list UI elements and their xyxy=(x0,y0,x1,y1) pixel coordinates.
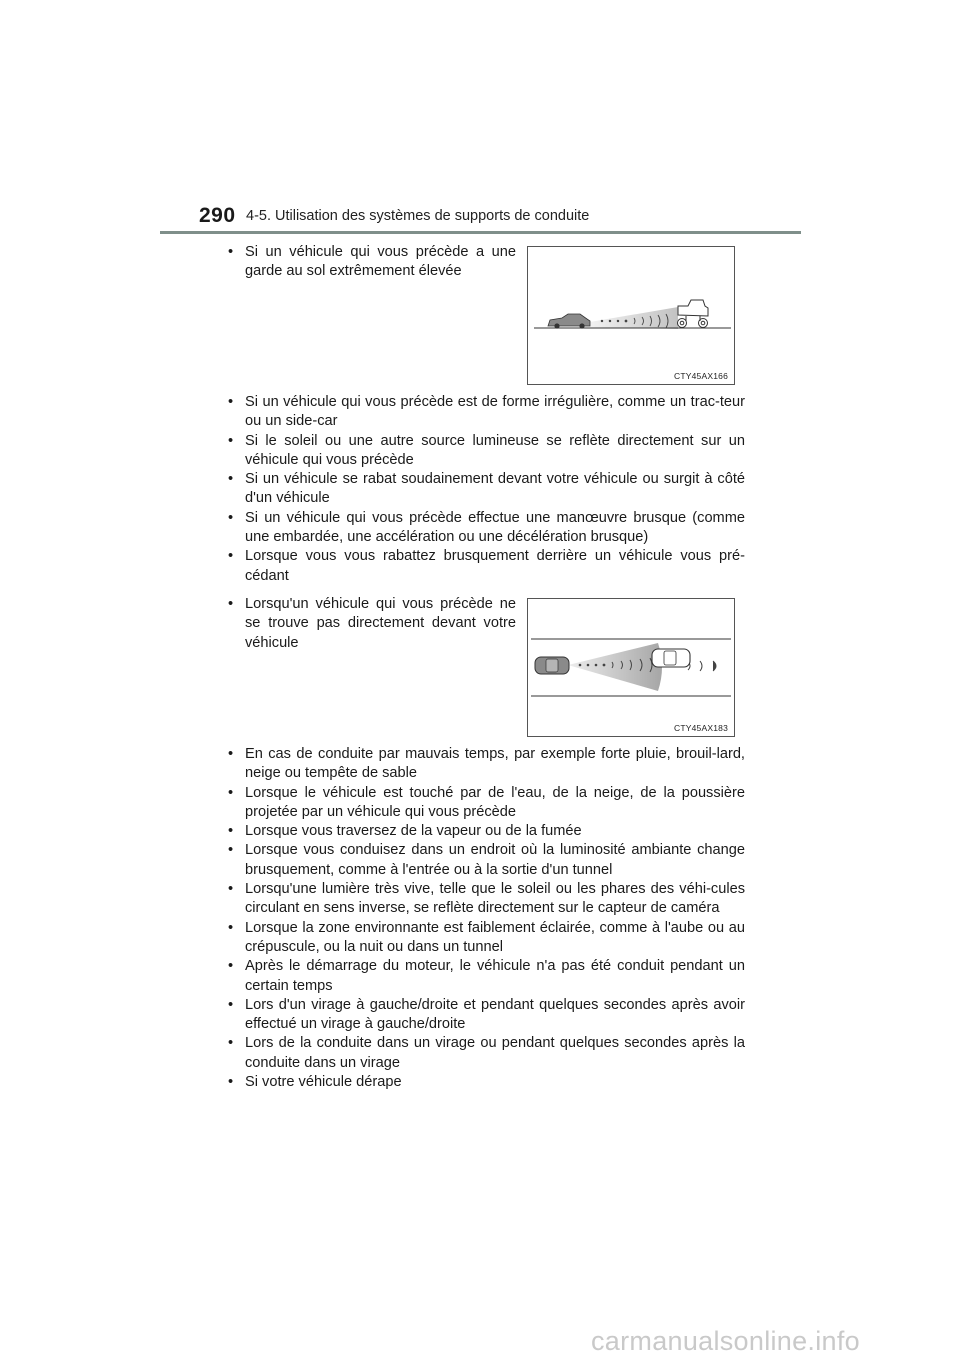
bullet-symbol: • xyxy=(228,919,234,936)
list-item-text: Lors d'un virage à gauche/droite et pendant quelques secondes après avoir effectué un virage à gauche/droite xyxy=(245,996,745,1033)
list-item-text: Lorsqu'une lumière très vive, telle que le soleil ou les phares des véhi-cules circulant en sens inverse, se reflète directement sur le capteur de caméra xyxy=(245,881,745,917)
list-item xyxy=(228,784,745,823)
bullet-symbol: • xyxy=(228,596,234,612)
page-number: 290 xyxy=(199,204,236,227)
list-item xyxy=(228,470,745,509)
bullet-symbol: • xyxy=(228,958,234,975)
bullet-symbol: • xyxy=(228,432,234,449)
list-item xyxy=(228,841,745,880)
list-item-text: Si un véhicule qui vous précède effectue une manœuvre brusque (comme une embardée, une accélération ou une décélération brusque) xyxy=(245,509,745,546)
list-item-text: Lorsqu'un véhicule qui vous précède ne se trouve pas directement devant votre véhicule xyxy=(245,596,516,651)
figure-offset-vehicle xyxy=(527,598,735,737)
bullet-symbol: • xyxy=(228,881,234,898)
list-item xyxy=(228,919,745,958)
list-item xyxy=(228,1034,745,1073)
bullet-symbol: • xyxy=(228,1074,234,1091)
car-top-view-icon xyxy=(535,657,569,674)
bullet-symbol: • xyxy=(228,471,234,488)
list-item-text: Lorsque vous conduisez dans un endroit où la luminosité ambiante change brusquement, comme à l'entrée ou à la sortie d'un tunnel xyxy=(245,842,745,878)
bullet-symbol: • xyxy=(228,746,234,762)
watermark: carmanualsonline.info xyxy=(591,1326,860,1356)
figure-code: CTY45AX166 xyxy=(674,371,728,381)
bullet-symbol: • xyxy=(228,1035,234,1052)
bullet-symbol: • xyxy=(228,394,234,410)
list-item xyxy=(228,547,745,586)
list-item-text: Si votre véhicule dérape xyxy=(245,1074,402,1091)
bullet-symbol: • xyxy=(228,784,234,801)
list-item-text: Lorsque vous traversez de la vapeur ou de la fumée xyxy=(245,823,582,840)
figure-high-ground-clearance xyxy=(527,246,735,385)
list-item-text: Après le démarrage du moteur, le véhicule n'a pas été conduit pendant un certain temps xyxy=(245,958,745,994)
bullet-symbol: • xyxy=(228,548,234,565)
bullet-symbol: • xyxy=(228,244,234,260)
list-item xyxy=(228,509,745,548)
radar-beam xyxy=(568,643,662,691)
list-item-text: Si le soleil ou une autre source lumineuse se reflète directement sur un véhicule qui vous précède xyxy=(245,432,745,468)
lifted-truck-icon xyxy=(678,300,709,328)
list-item xyxy=(228,996,745,1035)
bullet-symbol: • xyxy=(228,509,234,526)
list-item xyxy=(228,432,745,471)
list-item-text: Lors de la conduite dans un virage ou pendant quelques secondes après la conduite dans un virage xyxy=(245,1035,745,1071)
car-icon xyxy=(548,314,590,329)
bullet-list-3 xyxy=(228,595,516,653)
list-item xyxy=(228,243,516,282)
list-item-text: Si un véhicule qui vous précède est de forme irrégulière, comme un trac-teur ou un side-car xyxy=(245,394,745,430)
figure-code: CTY45AX183 xyxy=(674,723,728,733)
list-item xyxy=(228,393,745,432)
figure-illustration xyxy=(528,599,734,736)
list-item-text: Lorsque le véhicule est touché par de l'eau, de la neige, de la poussière projetée par un véhicule qui vous précède xyxy=(245,784,745,820)
list-item-text: Si un véhicule qui vous précède a une garde au sol extrêmement élevée xyxy=(245,244,516,280)
bullet-symbol: • xyxy=(228,996,234,1013)
bullet-list-1 xyxy=(228,243,516,282)
list-item xyxy=(228,1073,745,1092)
list-item xyxy=(228,822,745,841)
list-item xyxy=(228,595,516,653)
radar-beam xyxy=(584,307,678,329)
header-divider xyxy=(160,231,801,234)
list-item xyxy=(228,880,745,919)
list-item-text: Lorsque la zone environnante est faiblement éclairée, comme à l'aube ou au crépuscule, ou la nuit ou dans un tunnel xyxy=(245,919,745,955)
list-item-text: Lorsque vous vous rabattez brusquement derrière un véhicule vous pré-cédant xyxy=(245,548,745,584)
list-item-text: En cas de conduite par mauvais temps, par exemple forte pluie, brouil-lard, neige ou tempête de sable xyxy=(245,746,745,782)
figure-illustration xyxy=(528,247,734,384)
list-item xyxy=(228,957,745,996)
list-item xyxy=(228,745,745,784)
bullet-list-4 xyxy=(228,745,745,1092)
bullet-symbol: • xyxy=(228,823,234,840)
car-top-view-icon xyxy=(652,649,690,667)
bullet-list-2 xyxy=(228,393,745,586)
list-item-text: Si un véhicule se rabat soudainement devant votre véhicule ou surgit à côté d'un véhicule xyxy=(245,471,745,507)
bullet-symbol: • xyxy=(228,842,234,859)
section-title: 4-5. Utilisation des systèmes de supports de conduite xyxy=(246,208,590,224)
